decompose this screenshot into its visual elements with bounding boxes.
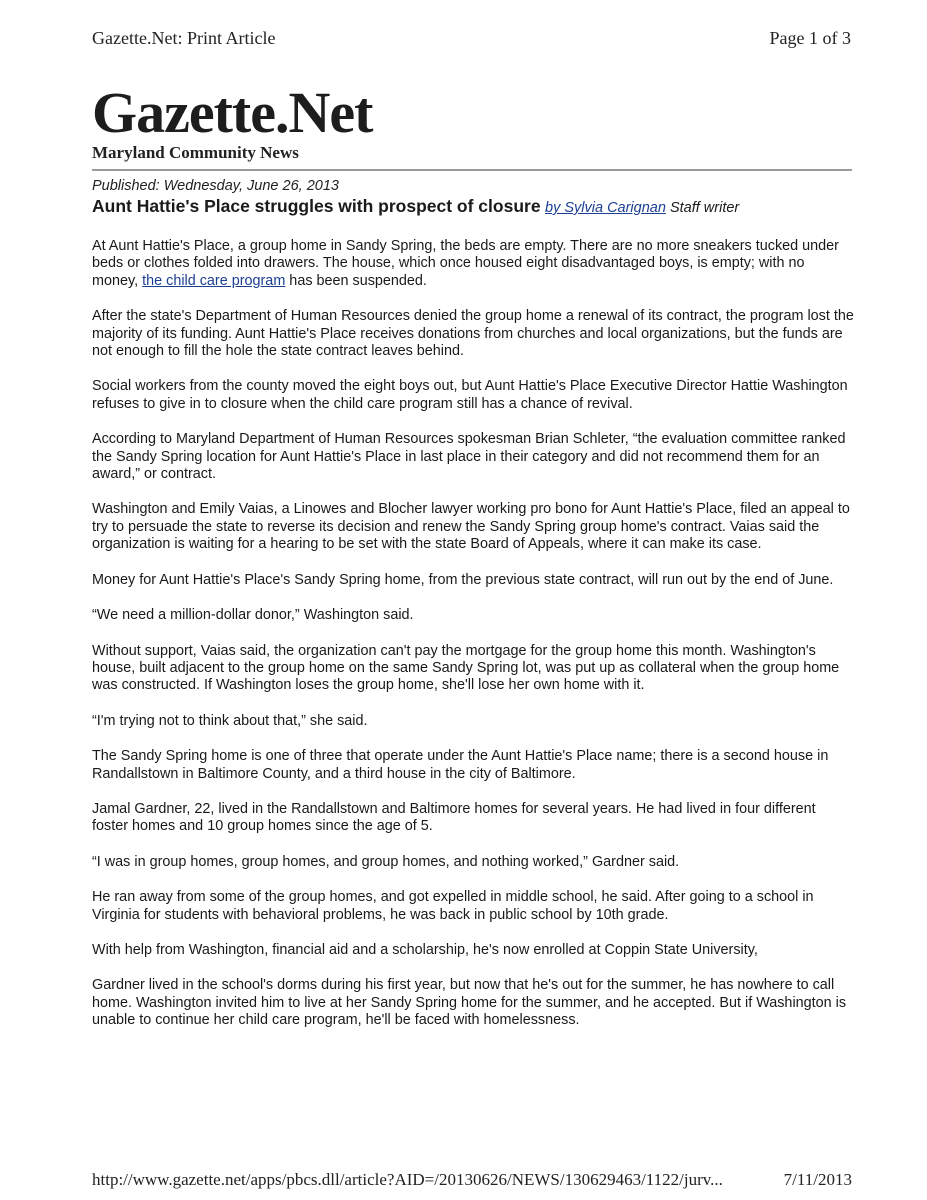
child-care-program-link[interactable]: the child care program (142, 272, 286, 289)
article-paragraph: The Sandy Spring home is one of three that operate under the Aunt Hattie's Place name; there is a second house in Randallstown in Baltimore County, and a third house in the city of Baltimore. (92, 748, 829, 782)
masthead-divider (92, 169, 852, 171)
author-link[interactable]: by Sylvia Carignan (545, 200, 666, 216)
published-date: Published: Wednesday, June 26, 2013 (92, 178, 339, 194)
paragraph-text: has been suspended. (285, 272, 427, 289)
article-paragraph: Social workers from the county moved the eight boys out, but Aunt Hattie's Place Executive Director Hattie Washington refuses to give in to closure when the child care program still has a chance of revival. (92, 378, 848, 412)
article-paragraph: Jamal Gardner, 22, lived in the Randallstown and Baltimore homes for several years. He had lived in four different foster homes and 10 group homes since the age of 5. (92, 800, 816, 835)
article-paragraph: Gardner lived in the school's dorms during his first year, but now that he's out for the summer, he has nowhere to call home. Washington invited him to live at her Sandy Spring home for the summer, and he accepted. But if Washington is unable to continue her child care program, he'll be faced with homelessness. (92, 977, 847, 1029)
article-paragraph: Without support, Vaias said, the organization can't pay the mortgage for the group home this month. Washington's house, built adjacent to the group home on the same Sandy Spring lot, was put up as collateral when the group home was constructed. If Washington loses the group home, she'll lose her own home with it. (92, 642, 840, 694)
print-header-title: Gazette.Net: Print Article (92, 28, 276, 48)
article-paragraph: He ran away from some of the group homes, and got expelled in middle school, he said. After going to a school in Virginia for students with behavioral problems, he was back in public school by 10th grade. (92, 889, 814, 923)
article-paragraph: After the state's Department of Human Resources denied the group home a renewal of its contract, the program lost the majority of its funding. Aunt Hattie's Place receives donations from churches and local organizations, but the funds are not enough to fill the hole the state contract leaves behind. (92, 308, 854, 360)
page-number: Page 1 of 3 (769, 28, 851, 48)
article-paragraph: “We need a million-dollar donor,” Washington said. (92, 607, 414, 624)
article-url: http://www.gazette.net/apps/pbcs.dll/article?AID=/20130626/NEWS/130629463/1122/jurv... (92, 1170, 723, 1189)
article-headline: Aunt Hattie's Place struggles with prospect of closure (92, 196, 541, 216)
article-paragraph: Money for Aunt Hattie's Place's Sandy Spring home, from the previous state contract, will run out by the end of June. (92, 571, 834, 588)
article-paragraph: According to Maryland Department of Human Resources spokesman Brian Schleter, “the evaluation committee ranked the Sandy Spring location for Aunt Hattie's Place in last place in their category and did not recommend them for an award,” or contract. (92, 431, 846, 483)
paragraph-text: At Aunt Hattie's Place, a group home in Sandy Spring, the beds are empty. There are no more sneakers tucked under beds or clothes folded into drawers. The house, which once housed eight disadvantaged boys, is empty; with no money, (92, 238, 839, 289)
article-paragraph (92, 238, 854, 290)
site-logo: Gazette.Net (92, 80, 373, 145)
byline (545, 200, 739, 216)
author-role: Staff writer (669, 200, 740, 216)
article-paragraph: With help from Washington, financial aid and a scholarship, he's now enrolled at Coppin State University, (92, 941, 758, 958)
site-subtitle: Maryland Community News (92, 143, 299, 162)
headline-row (92, 196, 862, 217)
article-paragraph: “I'm trying not to think about that,” she said. (92, 712, 368, 729)
print-footer (92, 1170, 852, 1190)
article-paragraph: Washington and Emily Vaias, a Linowes and Blocher lawyer working pro bono for Aunt Hattie's Place, filed an appeal to try to persuade the state to reverse its decision and renew the Sandy Spring group home's contract. Vaias said the organization is waiting for a hearing to be set with the state Board of Appeals, where it can make its case. (92, 501, 850, 553)
print-date: 7/11/2013 (783, 1170, 852, 1189)
article-body (92, 238, 854, 1048)
article-paragraph: “I was in group homes, group homes, and group homes, and nothing worked,” Gardner said. (92, 853, 680, 870)
